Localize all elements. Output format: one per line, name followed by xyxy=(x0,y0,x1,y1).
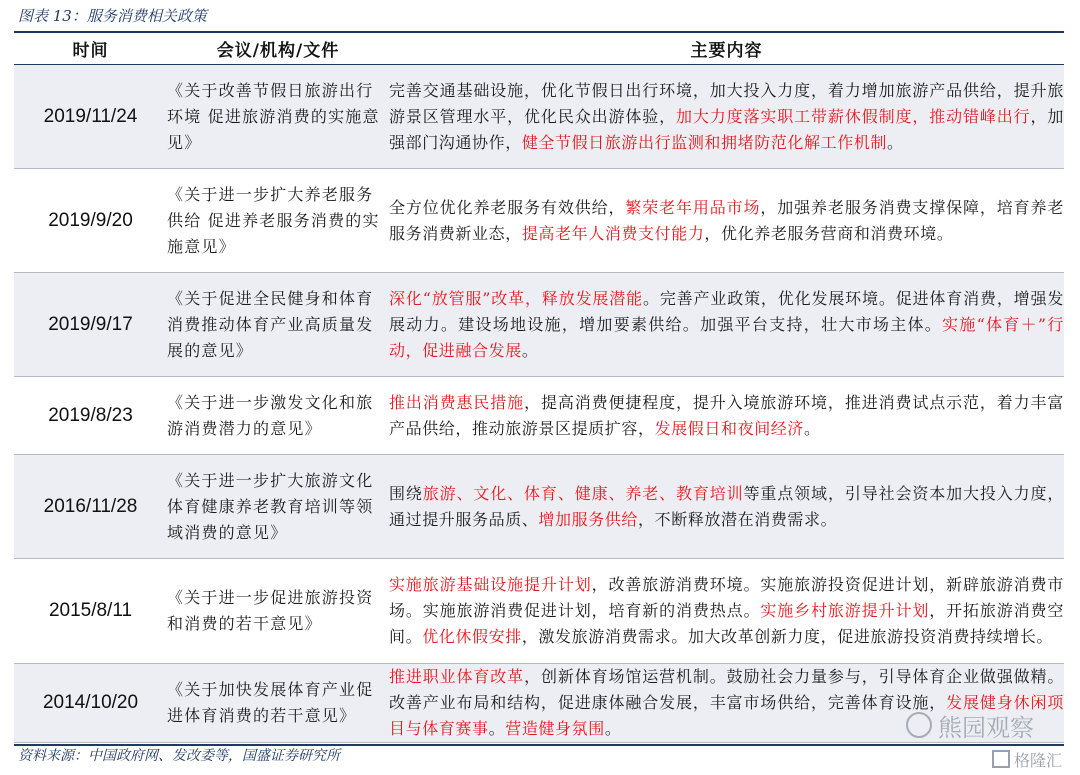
content-text: 。 xyxy=(521,340,539,360)
table-row xyxy=(14,559,1064,664)
content-text: 。 xyxy=(488,719,506,738)
row-date: 2015/8/11 xyxy=(14,559,167,664)
wechat-icon xyxy=(906,712,932,738)
table-row xyxy=(14,377,1064,455)
row-date: 2019/11/24 xyxy=(14,65,167,169)
highlight-text: 实施乡村旅游提升计划 xyxy=(760,601,930,620)
row-date: 2014/10/20 xyxy=(14,664,167,743)
table-row xyxy=(14,65,1064,169)
header-row xyxy=(14,33,1064,65)
row-date: 2019/8/23 xyxy=(14,377,167,455)
content-text: 。 xyxy=(604,719,622,738)
highlight-text: 发展健身休闲项目与体育赛事 xyxy=(389,693,1064,738)
highlight-text: 实施“体育＋”行动，促进融合发展 xyxy=(389,314,1064,360)
highlight-text: 推出消费惠民措施 xyxy=(389,392,525,412)
watermark-primary xyxy=(906,707,1034,743)
watermark-primary-text: 熊园观察 xyxy=(938,713,1034,742)
watermark-secondary-text: 格隆汇 xyxy=(1014,750,1063,770)
highlight-text: 加大力度落实职工带薪休假制度，推动错峰出行 xyxy=(676,106,1031,126)
logo-icon xyxy=(992,750,1010,768)
row-document: 《关于进一步扩大旅游文化体育健康养老教育培训等领域消费的意见》 xyxy=(167,455,389,559)
content-text: ，加强养老服务消费支撑保障，培育养老服务消费新业态， xyxy=(389,197,1064,243)
watermark-secondary xyxy=(992,746,1062,772)
content-text: 全方位优化养老服务有效供给， xyxy=(389,197,626,217)
highlight-text: 旅游、文化、体育、健康、养老、教育培训 xyxy=(422,483,744,503)
policy-table xyxy=(14,33,1064,743)
row-content xyxy=(389,455,1064,559)
row-content xyxy=(389,377,1064,455)
highlight-text: 实施旅游基础设施提升计划 xyxy=(389,575,592,594)
highlight-text: 推进职业体育改革 xyxy=(389,667,525,686)
highlight-text: 增加服务供给 xyxy=(538,509,639,529)
row-document: 《关于进一步激发文化和旅游消费潜力的意见》 xyxy=(167,377,389,455)
content-text: ，提高消费便捷程度，提升入境旅游环境，推进消费试点示范，着力丰富产品供给，推动旅游景区提质扩容， xyxy=(389,392,1064,438)
table-row xyxy=(14,273,1064,377)
row-date: 2019/9/20 xyxy=(14,169,167,273)
content-text: ，加强部门沟通协作， xyxy=(389,106,1064,152)
source-note: 资料来源：中国政府网、发改委等，国盛证券研究所 xyxy=(18,748,340,764)
content-text: ，优化养老服务营商和消费环境。 xyxy=(704,223,954,243)
row-date: 2016/11/28 xyxy=(14,455,167,559)
row-content xyxy=(389,559,1064,664)
highlight-text: 繁荣老年用品市场 xyxy=(625,197,761,217)
table-row xyxy=(14,455,1064,559)
content-text: 。 xyxy=(804,418,821,438)
table-row xyxy=(14,169,1064,273)
content-text: 等重点领域，引导社会资本加大投入力度，通过提升服务品质、 xyxy=(389,483,1065,529)
content-text: 。 xyxy=(887,132,904,152)
row-document: 《关于促进全民健身和体育消费推动体育产业高质量发展的意见》 xyxy=(167,273,389,377)
highlight-text: 优化休假安排 xyxy=(422,627,522,646)
highlight-text: 发展假日和夜间经济 xyxy=(654,418,805,438)
content-text: ，开拓旅游消费空间。 xyxy=(389,601,1064,646)
row-document: 《关于进一步促进旅游投资和消费的若干意见》 xyxy=(167,559,389,664)
row-date: 2019/9/17 xyxy=(14,273,167,377)
content-text: 。完善产业政策，优化发展环境。促进体育消费，增强发展动力。建设场地设施，增加要素供给。加强平台支持，壮大市场主体。 xyxy=(389,288,1064,334)
header-content: 主要内容 xyxy=(389,33,1064,65)
row-content xyxy=(389,169,1064,273)
row-document: 《关于进一步扩大养老服务供给 促进养老服务消费的实施意见》 xyxy=(167,169,389,273)
highlight-text: 营造健身氛围 xyxy=(505,719,605,738)
highlight-text: 健全节假日旅游出行监测和拥堵防范化解工作机制 xyxy=(521,132,888,152)
content-text: ，不断释放潜在消费需求。 xyxy=(638,509,838,529)
content-text: ，激发旅游消费需求。加大改革创新力度，促进旅游投资消费持续增长。 xyxy=(521,627,1054,646)
figure-title: 图表 13：服务消费相关政策 xyxy=(18,7,207,25)
row-document: 《关于加快发展体育产业促进体育消费的若干意见》 xyxy=(167,664,389,743)
content-text: ，创新体育场馆运营机制。鼓励社会力量参与，引导体育企业做强做精。改善产业布局和结构，促进康体融合发展，丰富市场供给，完善体育设施， xyxy=(389,667,1064,712)
content-text: ，改善旅游消费环境。实施旅游投资促进计划，新辟旅游消费市场。实施旅游消费促进计划，培育新的消费热点。 xyxy=(389,575,1064,620)
highlight-text: 深化“放管服”改革，释放发展潜能 xyxy=(389,288,643,308)
row-content xyxy=(389,65,1064,169)
content-text: 完善交通基础设施，优化节假日出行环境，加大投入力度，着力增加旅游产品供给，提升旅游景区管理水平，优化民众出游体验， xyxy=(389,80,1064,126)
row-content xyxy=(389,273,1064,377)
content-text: 围绕 xyxy=(389,483,423,503)
row-document: 《关于改善节假日旅游出行环境 促进旅游消费的实施意见》 xyxy=(167,65,389,169)
header-date: 时间 xyxy=(14,33,167,65)
header-document: 会议/机构/文件 xyxy=(167,33,389,65)
highlight-text: 提高老年人消费支付能力 xyxy=(521,223,705,243)
